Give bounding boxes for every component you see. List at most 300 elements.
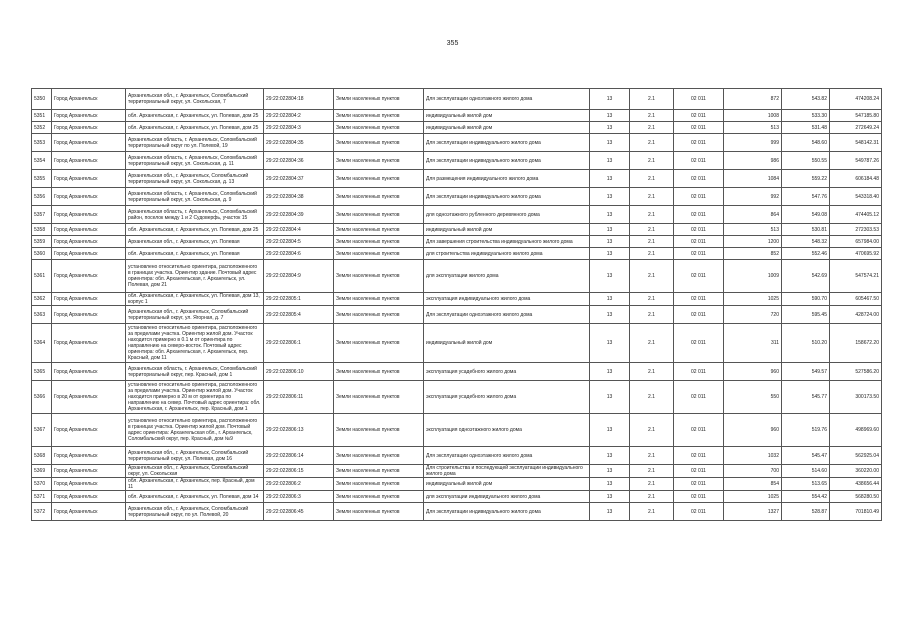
cell-cadastral: 29:22:022806:13 — [264, 414, 334, 447]
cell-num: 5350 — [32, 89, 52, 110]
cell-code: 02 011 — [674, 89, 724, 110]
cell-num: 5368 — [32, 447, 52, 465]
cell-cadastral: 29:22:022804:36 — [264, 152, 334, 170]
cell-code: 02 011 — [674, 224, 724, 236]
cell-value: 272649.24 — [830, 122, 882, 134]
cell-zone: 13 — [590, 381, 630, 414]
cell-use: Для строительства и последующей эксплуатации индивидуального жилого дома — [424, 465, 590, 478]
cell-cadastral: 29:22:022804:9 — [264, 260, 334, 293]
cell-num: 5352 — [32, 122, 52, 134]
cell-size: 854 — [724, 478, 782, 491]
table-row — [32, 324, 882, 363]
cell-zone: 13 — [590, 260, 630, 293]
cell-size: 311 — [724, 324, 782, 363]
cell-num: 5356 — [32, 188, 52, 206]
cell-price: 590.70 — [782, 293, 830, 306]
cell-size: 960 — [724, 414, 782, 447]
cell-address: Архангельская обл., г. Архангельск, Соломбальский территориальный округ, ул. Сокольская, д. 13 — [126, 170, 264, 188]
cell-size: 864 — [724, 206, 782, 224]
cell-address: Архангельская обл., г. Архангельск, ул. Полевая — [126, 236, 264, 248]
cell-zone: 13 — [590, 478, 630, 491]
cell-region: Город Архангельск — [52, 381, 126, 414]
cell-use: индивидуальный жилой дом — [424, 324, 590, 363]
cell-zone: 13 — [590, 188, 630, 206]
cell-price: 549.57 — [782, 363, 830, 381]
cell-category: Земли населенных пунктов — [334, 170, 424, 188]
cell-price: 545.77 — [782, 381, 830, 414]
cell-cadastral: 29:22:022804:2 — [264, 110, 334, 122]
cell-zone: 13 — [590, 152, 630, 170]
cell-use: индивидуальный жилой дом — [424, 224, 590, 236]
cell-area: 2.1 — [630, 134, 674, 152]
cell-code: 02 011 — [674, 236, 724, 248]
cell-code: 02 011 — [674, 465, 724, 478]
cell-size: 1327 — [724, 503, 782, 521]
cell-address: обл. Архангельская, г. Архангельск, ул. Полевая, дом 14 — [126, 491, 264, 503]
table-row — [32, 260, 882, 293]
cell-value: 474405.12 — [830, 206, 882, 224]
cell-region: Город Архангельск — [52, 89, 126, 110]
cell-region: Город Архангельск — [52, 260, 126, 293]
cell-size: 513 — [724, 122, 782, 134]
cell-category: Земли населенных пунктов — [334, 447, 424, 465]
cell-region: Город Архангельск — [52, 248, 126, 260]
cell-address: Архангельская область, г. Архангельск, Соломбальский район, поселок между 1 и 2 Судоверфь, участок 15 — [126, 206, 264, 224]
cell-category: Земли населенных пунктов — [334, 306, 424, 324]
cell-address: обл. Архангельская, г. Архангельск, пер. Красный, дом 11 — [126, 478, 264, 491]
cell-size: 852 — [724, 248, 782, 260]
cell-region: Город Архангельск — [52, 224, 126, 236]
cell-address: обл. Архангельская, г. Архангельск, ул. Полевая, дом 25 — [126, 224, 264, 236]
cell-address: обл. Архангельская, г. Архангельск, ул. Полевая, дом 25 — [126, 122, 264, 134]
cell-region: Город Архангельск — [52, 170, 126, 188]
cell-value: 474208.24 — [830, 89, 882, 110]
cell-size: 992 — [724, 188, 782, 206]
cell-value: 548142.31 — [830, 134, 882, 152]
cell-num: 5365 — [32, 363, 52, 381]
cell-region: Город Архангельск — [52, 134, 126, 152]
cell-code: 02 011 — [674, 152, 724, 170]
cell-category: Земли населенных пунктов — [334, 324, 424, 363]
cell-cadastral: 29:22:022806:45 — [264, 503, 334, 521]
cell-use: для эксплуатации жилого дома — [424, 260, 590, 293]
cell-use: эксплуатация одноэтажного жилого дома — [424, 414, 590, 447]
table-row — [32, 465, 882, 478]
cell-area: 2.1 — [630, 122, 674, 134]
cell-area: 2.1 — [630, 447, 674, 465]
cell-zone: 13 — [590, 324, 630, 363]
cell-cadastral: 29:22:022804:35 — [264, 134, 334, 152]
cell-cadastral: 29:22:022804:6 — [264, 248, 334, 260]
table-row — [32, 122, 882, 134]
cell-size: 513 — [724, 224, 782, 236]
cell-address: Архангельская обл., г. Архангельск, Соломбальский округ, ул. Сокольская — [126, 465, 264, 478]
cell-price: 545.47 — [782, 447, 830, 465]
cell-area: 2.1 — [630, 110, 674, 122]
cell-size: 999 — [724, 134, 782, 152]
cell-area: 2.1 — [630, 248, 674, 260]
cell-value: 428724.00 — [830, 306, 882, 324]
cell-use: индивидуальный жилой дом — [424, 110, 590, 122]
table-row — [32, 306, 882, 324]
table-row — [32, 503, 882, 521]
cell-region: Город Архангельск — [52, 324, 126, 363]
cell-value: 547574.21 — [830, 260, 882, 293]
cell-address: Архангельская обл., г. Архангельск, Соломбальский территориальный округ, ул. Ягорная, д. 7 — [126, 306, 264, 324]
cell-price: 514.60 — [782, 465, 830, 478]
cell-value: 470695.92 — [830, 248, 882, 260]
cell-category: Земли населенных пунктов — [334, 206, 424, 224]
cell-num: 5367 — [32, 414, 52, 447]
cell-code: 02 011 — [674, 447, 724, 465]
cell-zone: 13 — [590, 206, 630, 224]
cell-use: Для эксплуатации индивидуального жилого дома — [424, 134, 590, 152]
cell-address: Архангельская обл., г. Архангельск, Соломбальский территориальный округ, по ул. Полевой, 20 — [126, 503, 264, 521]
cell-num: 5358 — [32, 224, 52, 236]
cell-code: 02 011 — [674, 414, 724, 447]
cell-category: Земли населенных пунктов — [334, 134, 424, 152]
cell-code: 02 011 — [674, 293, 724, 306]
cell-region: Город Архангельск — [52, 414, 126, 447]
cell-area: 2.1 — [630, 306, 674, 324]
cell-code: 02 011 — [674, 363, 724, 381]
cell-num: 5370 — [32, 478, 52, 491]
cell-region: Город Архангельск — [52, 293, 126, 306]
cell-price: 533.30 — [782, 110, 830, 122]
page-number: 355 — [446, 40, 459, 47]
cell-area: 2.1 — [630, 324, 674, 363]
cell-category: Земли населенных пунктов — [334, 293, 424, 306]
cell-value: 657984.00 — [830, 236, 882, 248]
table-row — [32, 491, 882, 503]
cell-code: 02 011 — [674, 188, 724, 206]
cell-code: 02 011 — [674, 110, 724, 122]
cell-num: 5371 — [32, 491, 52, 503]
cell-region: Город Архангельск — [52, 465, 126, 478]
cell-use: индивидуальный жилой дом — [424, 122, 590, 134]
cell-area: 2.1 — [630, 381, 674, 414]
cell-value: 272303.53 — [830, 224, 882, 236]
cell-num: 5361 — [32, 260, 52, 293]
cell-zone: 13 — [590, 89, 630, 110]
table-row — [32, 152, 882, 170]
cell-category: Земли населенных пунктов — [334, 260, 424, 293]
cell-zone: 13 — [590, 491, 630, 503]
cell-value: 527586.20 — [830, 363, 882, 381]
cell-address: Архангельская обл., г. Архангельск, Соломбальский территориальный округ, ул. Сокольская, 7 — [126, 89, 264, 110]
cell-area: 2.1 — [630, 491, 674, 503]
land-register-table — [31, 88, 882, 521]
cell-area: 2.1 — [630, 293, 674, 306]
table-row — [32, 89, 882, 110]
cell-size: 960 — [724, 363, 782, 381]
cell-value: 605467.50 — [830, 293, 882, 306]
cell-area: 2.1 — [630, 224, 674, 236]
cell-use: Для эксплуатации индивидуального жилого дома — [424, 152, 590, 170]
cell-category: Земли населенных пунктов — [334, 152, 424, 170]
cell-cadastral: 29:22:022804:18 — [264, 89, 334, 110]
cell-value: 438656.44 — [830, 478, 882, 491]
cell-value: 562925.04 — [830, 447, 882, 465]
cell-address: обл. Архангельская, г. Архангельск, ул. Полевая, дом 13, корпус 1 — [126, 293, 264, 306]
cell-zone: 13 — [590, 306, 630, 324]
cell-price: 542.69 — [782, 260, 830, 293]
table-row — [32, 363, 882, 381]
cell-size: 550 — [724, 381, 782, 414]
cell-cadastral: 29:22:022806:15 — [264, 465, 334, 478]
cell-cadastral: 29:22:022806:1 — [264, 324, 334, 363]
table-row — [32, 206, 882, 224]
cell-code: 02 011 — [674, 122, 724, 134]
cell-zone: 13 — [590, 134, 630, 152]
cell-category: Земли населенных пунктов — [334, 491, 424, 503]
cell-address: установлено относительно ориентира, расположенного в границах участка. Ориентир жилой дом. Почтовый адрес ориентира: Архангельская обл., г. Архангельск, Соломбальский округ, пер. Красный, дом №9 — [126, 414, 264, 447]
table-row — [32, 224, 882, 236]
cell-use: Для эксплуатации индивидуального жилого дома — [424, 503, 590, 521]
cell-cadastral: 29:22:022804:37 — [264, 170, 334, 188]
cell-price: 548.60 — [782, 134, 830, 152]
cell-region: Город Архангельск — [52, 491, 126, 503]
cell-value: 606184.48 — [830, 170, 882, 188]
cell-use: для одноэтажного рубленного деревянного дома — [424, 206, 590, 224]
cell-value: 360220.00 — [830, 465, 882, 478]
cell-region: Город Архангельск — [52, 478, 126, 491]
cell-address: Архангельская область, г. Архангельск, Соломбальский территориальный округ, пер. Красный, дом 1 — [126, 363, 264, 381]
cell-code: 02 011 — [674, 206, 724, 224]
table-row — [32, 236, 882, 248]
cell-region: Город Архангельск — [52, 503, 126, 521]
cell-price: 550.55 — [782, 152, 830, 170]
cell-cadastral: 29:22:022806:2 — [264, 478, 334, 491]
cell-zone: 13 — [590, 170, 630, 188]
cell-value: 300173.50 — [830, 381, 882, 414]
cell-use: Для эксплуатации одноэтажного жилого дома — [424, 89, 590, 110]
cell-category: Земли населенных пунктов — [334, 224, 424, 236]
cell-code: 02 011 — [674, 248, 724, 260]
cell-address: установлено относительно ориентира, расположенного за пределами участка. Ориентир жилой дом. Участок находится примерно в 0.1 м от ориентира по направлению на северо-восток. Почтовый адрес ориентира: обл. Архангельская, г. Архангельск, пер. Красный, дом 11 — [126, 324, 264, 363]
cell-area: 2.1 — [630, 170, 674, 188]
cell-area: 2.1 — [630, 188, 674, 206]
cell-size: 1008 — [724, 110, 782, 122]
cell-address: Архангельская область, г. Архангельск, Соломбальский территориальный округ по ул. Полевой, 19 — [126, 134, 264, 152]
cell-use: индивидуальный жилой дом — [424, 478, 590, 491]
cell-cadastral: 29:22:022806:10 — [264, 363, 334, 381]
cell-size: 1025 — [724, 293, 782, 306]
cell-category: Земли населенных пунктов — [334, 89, 424, 110]
cell-area: 2.1 — [630, 206, 674, 224]
cell-address: обл. Архангельская, г. Архангельск, ул. Полевая, дом 25 — [126, 110, 264, 122]
cell-value: 701810.49 — [830, 503, 882, 521]
cell-code: 02 011 — [674, 306, 724, 324]
cell-region: Город Архангельск — [52, 122, 126, 134]
cell-category: Земли населенных пунктов — [334, 122, 424, 134]
cell-area: 2.1 — [630, 152, 674, 170]
table-row — [32, 134, 882, 152]
cell-area: 2.1 — [630, 414, 674, 447]
cell-size: 700 — [724, 465, 782, 478]
cell-cadastral: 29:22:022806:11 — [264, 381, 334, 414]
cell-price: 530.81 — [782, 224, 830, 236]
cell-price: 595.45 — [782, 306, 830, 324]
cell-address: обл. Архангельская, г. Архангельск, ул. Полевая — [126, 248, 264, 260]
cell-price: 510.20 — [782, 324, 830, 363]
cell-cadastral: 29:22:022804:3 — [264, 122, 334, 134]
cell-category: Земли населенных пунктов — [334, 503, 424, 521]
cell-cadastral: 29:22:022806:14 — [264, 447, 334, 465]
table-row — [32, 110, 882, 122]
cell-num: 5363 — [32, 306, 52, 324]
cell-num: 5354 — [32, 152, 52, 170]
cell-size: 1032 — [724, 447, 782, 465]
cell-size: 986 — [724, 152, 782, 170]
cell-num: 5357 — [32, 206, 52, 224]
cell-category: Земли населенных пунктов — [334, 414, 424, 447]
cell-category: Земли населенных пунктов — [334, 248, 424, 260]
cell-code: 02 011 — [674, 478, 724, 491]
cell-price: 528.87 — [782, 503, 830, 521]
cell-address: Архангельская область, г. Архангельск, Соломбальский территориальный округ, ул. Сокольская, д. 11 — [126, 152, 264, 170]
cell-address: установлено относительно ориентира, расположенного за пределами участка. Ориентир жилой дом. Участок находится примерно в 20 м от ориентира по направлению на север. Почтовый адрес ориентира: обл. Архангельская, г. Архангельск, пер. Красный, дом 1 — [126, 381, 264, 414]
cell-code: 02 011 — [674, 503, 724, 521]
cell-address: установлено относительно ориентира, расположенного в границах участка. Ориентир здание. Почтовый адрес ориентира: обл. Архангельская, г. Архангельск, ул. Полевая, дом 21 — [126, 260, 264, 293]
cell-value: 543318.40 — [830, 188, 882, 206]
table-row — [32, 170, 882, 188]
cell-category: Земли населенных пунктов — [334, 478, 424, 491]
cell-price: 543.82 — [782, 89, 830, 110]
cell-code: 02 011 — [674, 491, 724, 503]
cell-address: Архангельская область, г. Архангельск, Соломбальский территориальный округ, ул. Сокольская, д. 9 — [126, 188, 264, 206]
cell-category: Земли населенных пунктов — [334, 363, 424, 381]
cell-value: 498969.60 — [830, 414, 882, 447]
cell-size: 1009 — [724, 260, 782, 293]
cell-address: Архангельская обл., г. Архангельск, Соломбальский территориальный округ, ул. Полевая, дом 16 — [126, 447, 264, 465]
cell-zone: 13 — [590, 224, 630, 236]
cell-code: 02 011 — [674, 260, 724, 293]
cell-num: 5359 — [32, 236, 52, 248]
cell-price: 531.48 — [782, 122, 830, 134]
cell-value: 158672.20 — [830, 324, 882, 363]
cell-region: Город Архангельск — [52, 110, 126, 122]
cell-num: 5353 — [32, 134, 52, 152]
cell-cadastral: 29:22:022804:38 — [264, 188, 334, 206]
cell-category: Земли населенных пунктов — [334, 110, 424, 122]
cell-cadastral: 29:22:022805:4 — [264, 306, 334, 324]
cell-category: Земли населенных пунктов — [334, 188, 424, 206]
cell-use: эксплуатация индивидуального жилого дома — [424, 293, 590, 306]
cell-zone: 13 — [590, 293, 630, 306]
cell-cadastral: 29:22:022804:39 — [264, 206, 334, 224]
cell-price: 552.46 — [782, 248, 830, 260]
cell-cadastral: 29:22:022804:5 — [264, 236, 334, 248]
cell-use: Для эксплуатации индивидуального жилого дома — [424, 188, 590, 206]
cell-size: 1084 — [724, 170, 782, 188]
cell-zone: 13 — [590, 414, 630, 447]
cell-size: 872 — [724, 89, 782, 110]
cell-area: 2.1 — [630, 465, 674, 478]
cell-size: 720 — [724, 306, 782, 324]
cell-zone: 13 — [590, 248, 630, 260]
cell-use: Для эксплуатации одноэтажного жилого дома — [424, 447, 590, 465]
cell-code: 02 011 — [674, 134, 724, 152]
cell-zone: 13 — [590, 363, 630, 381]
cell-value: 568280.50 — [830, 491, 882, 503]
cell-use: для строительства индивидуального жилого дома — [424, 248, 590, 260]
cell-zone: 13 — [590, 503, 630, 521]
table-row — [32, 293, 882, 306]
cell-use: Для эксплуатации одноэтажного жилого дома — [424, 306, 590, 324]
cell-region: Город Архангельск — [52, 363, 126, 381]
cell-num: 5360 — [32, 248, 52, 260]
cell-zone: 13 — [590, 465, 630, 478]
cell-value: 547185.80 — [830, 110, 882, 122]
cell-zone: 13 — [590, 447, 630, 465]
cell-code: 02 011 — [674, 381, 724, 414]
cell-price: 519.76 — [782, 414, 830, 447]
cell-price: 548.32 — [782, 236, 830, 248]
cell-price: 513.65 — [782, 478, 830, 491]
cell-region: Город Архангельск — [52, 152, 126, 170]
cell-category: Земли населенных пунктов — [334, 381, 424, 414]
cell-area: 2.1 — [630, 363, 674, 381]
cell-size: 1025 — [724, 491, 782, 503]
cell-area: 2.1 — [630, 478, 674, 491]
cell-value: 549787.26 — [830, 152, 882, 170]
cell-use: для эксплуатации индивидуального жилого дома — [424, 491, 590, 503]
cell-cadastral: 29:22:022805:1 — [264, 293, 334, 306]
table-row — [32, 381, 882, 414]
cell-area: 2.1 — [630, 236, 674, 248]
table-row — [32, 478, 882, 491]
cell-area: 2.1 — [630, 503, 674, 521]
cell-cadastral: 29:22:022806:3 — [264, 491, 334, 503]
cell-region: Город Архангельск — [52, 447, 126, 465]
table-row — [32, 447, 882, 465]
cell-num: 5372 — [32, 503, 52, 521]
cell-size: 1200 — [724, 236, 782, 248]
cell-region: Город Архангельск — [52, 306, 126, 324]
cell-zone: 13 — [590, 122, 630, 134]
cell-region: Город Архангельск — [52, 206, 126, 224]
cell-category: Земли населенных пунктов — [334, 465, 424, 478]
cell-price: 547.76 — [782, 188, 830, 206]
table-row — [32, 414, 882, 447]
cell-code: 02 011 — [674, 324, 724, 363]
cell-num: 5362 — [32, 293, 52, 306]
cell-zone: 13 — [590, 110, 630, 122]
cell-num: 5364 — [32, 324, 52, 363]
cell-region: Город Архангельск — [52, 188, 126, 206]
cell-price: 549.08 — [782, 206, 830, 224]
cell-num: 5366 — [32, 381, 52, 414]
cell-use: эксплуатация усадебного жилого дома — [424, 381, 590, 414]
cell-use: Для завершения строительства индивидуального жилого дома — [424, 236, 590, 248]
cell-area: 2.1 — [630, 89, 674, 110]
cell-price: 559.22 — [782, 170, 830, 188]
table-row — [32, 248, 882, 260]
cell-num: 5355 — [32, 170, 52, 188]
cell-category: Земли населенных пунктов — [334, 236, 424, 248]
cell-price: 554.42 — [782, 491, 830, 503]
cell-area: 2.1 — [630, 260, 674, 293]
table-row — [32, 188, 882, 206]
cell-region: Город Архангельск — [52, 236, 126, 248]
cell-code: 02 011 — [674, 170, 724, 188]
cell-cadastral: 29:22:022804:4 — [264, 224, 334, 236]
cell-use: Для размещения индивидуального жилого дома — [424, 170, 590, 188]
cell-num: 5351 — [32, 110, 52, 122]
cell-zone: 13 — [590, 236, 630, 248]
cell-use: эксплуатация усадебного жилого дома — [424, 363, 590, 381]
